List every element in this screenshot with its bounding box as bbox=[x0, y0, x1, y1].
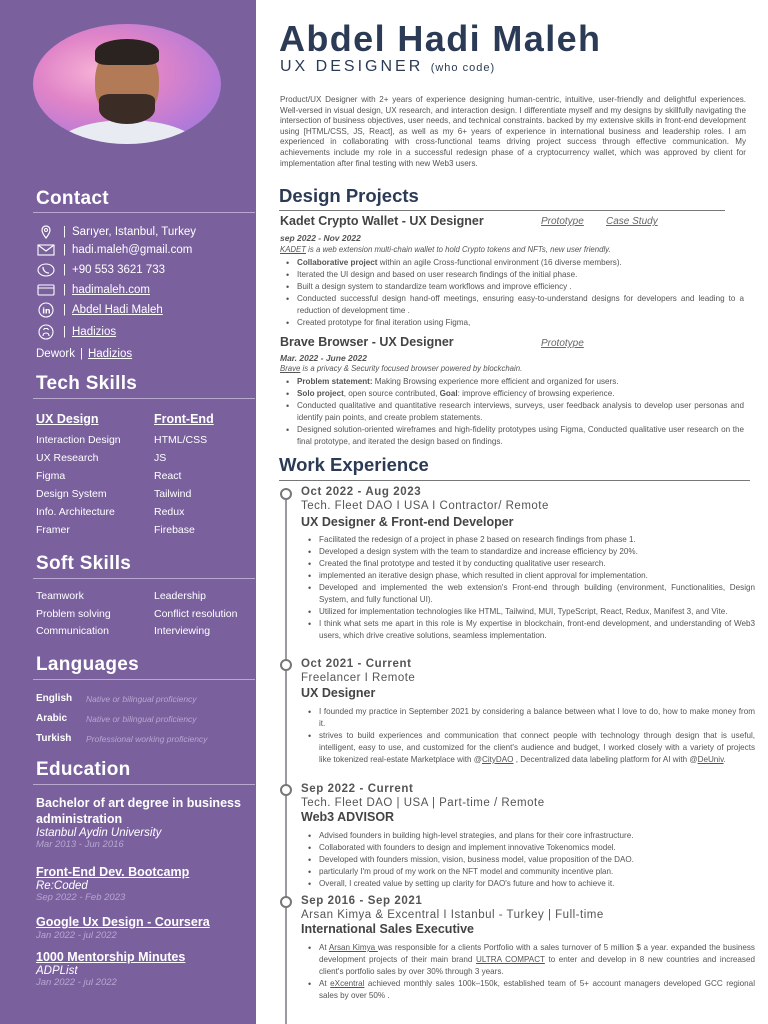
soft-skills-left bbox=[36, 590, 111, 643]
kadet-prototype-link[interactable]: Prototype bbox=[541, 216, 584, 227]
divider bbox=[33, 679, 255, 680]
list-item: • implemented an iterative design phase, which resulted in client approval for implementation. bbox=[319, 570, 755, 582]
timeline-dot bbox=[280, 659, 292, 671]
list-item: • Collaborative project within an agile Cross-functional environment (16 diverse members). bbox=[297, 257, 744, 269]
education-heading: Education bbox=[36, 759, 131, 780]
tech-skills-heading: Tech Skills bbox=[36, 373, 138, 394]
soft-skills-heading: Soft Skills bbox=[36, 553, 132, 574]
soft-skills-right bbox=[154, 590, 237, 643]
design-projects-heading: Design Projects bbox=[279, 185, 419, 206]
project-title: Brave Browser - UX Designer bbox=[280, 335, 454, 349]
divider bbox=[33, 212, 255, 213]
job-role: UX Designer & Front-end Developer bbox=[301, 515, 514, 529]
timeline-dot bbox=[280, 896, 292, 908]
contact-location: | Sarıyer, Istanbul, Turkey bbox=[37, 224, 196, 240]
skill-item: Tailwind bbox=[154, 488, 192, 500]
skill-item: HTML/CSS bbox=[154, 434, 208, 446]
project-dates: Mar. 2022 - June 2022 bbox=[280, 353, 367, 363]
ultra-compact-link[interactable]: ULTRA COMPACT bbox=[476, 955, 545, 964]
contact-website[interactable]: | hadimaleh.com bbox=[37, 282, 150, 298]
skill-item: React bbox=[154, 470, 182, 482]
skill-item: Teamwork bbox=[36, 590, 84, 602]
profile-photo bbox=[33, 24, 221, 144]
contact-email[interactable]: | hadi.maleh@gmail.com bbox=[37, 242, 192, 258]
list-item: • Overall, I created value by setting up clarity for DAO's future and how to achieve it. bbox=[319, 878, 755, 890]
list-item: • Developed a design system with the team to standardize and increase efficiency by 20%. bbox=[319, 546, 755, 558]
linkedin-link[interactable]: Abdel Hadi Maleh bbox=[72, 304, 163, 316]
front-end-heading: Front-End bbox=[154, 412, 214, 426]
phone-icon bbox=[37, 263, 55, 277]
job-company: Arsan Kimya & Excentral I Istanbul - Turkey | Full-time bbox=[301, 909, 604, 921]
project-dates: sep 2022 - Nov 2022 bbox=[280, 233, 361, 243]
list-item: • Advised founders in building high-level strategies, and plans for their core infrastructure. bbox=[319, 830, 755, 842]
frontend-skills-list bbox=[154, 412, 214, 542]
skill-item: Problem solving bbox=[36, 607, 111, 620]
divider bbox=[279, 480, 750, 481]
brave-prototype-link[interactable]: Prototype bbox=[541, 338, 584, 349]
skill-item: Conflict resolution bbox=[154, 607, 238, 620]
list-item: • Designed solution-oriented wireframes and high-fidelity prototypes using Figma, Conducted qualitative user research on the final prototype, and iterated the design based on findings. bbox=[297, 424, 744, 448]
phone-link[interactable]: +90 553 3621 733 bbox=[72, 264, 166, 276]
envelope-icon bbox=[37, 243, 55, 257]
contact-dework[interactable]: Dework | Hadizios bbox=[36, 348, 133, 360]
ux-design-heading: UX Design bbox=[36, 412, 99, 426]
project-bullets bbox=[297, 376, 744, 448]
list-item: • I think what sets me apart in this role is My expertise in blockchain, front-end development, and understanding of Web3 users, which drive creative solutions, seamless implementation. bbox=[319, 618, 755, 642]
timeline-line bbox=[285, 489, 287, 1024]
timeline-dot bbox=[280, 784, 292, 796]
language-row: Turkish Professional working proficiency bbox=[36, 733, 208, 744]
list-item: • particularly I'm proud of my work on the NFT model and community incentive plan. bbox=[319, 866, 755, 878]
profile-summary: Product/UX Designer with 2+ years of experience designing human-centric, intuitive, user-friendly and delightful experiences. Well-versed in visual design, UX research, and interaction design. I differentiate myself and my designs by skillfully navigating the intersection of business objectives, user needs, and technical constraints. backed by my extensive skills in front-end development using [HTML/CSS, JS, React], as well as my 6+ years of experience in international business and leadership roles. I am experienced in collaborating with cross-functional teams driving project success through effective communication. My achievements include my role in a successful redesign phase of a cryptocurrency wallet, which was approved by client for implementation after final testing with new Web3 users. bbox=[280, 95, 746, 168]
list-item: • Built a design system to standardize team workflows and improve efficiency . bbox=[297, 281, 744, 293]
divider bbox=[33, 398, 255, 399]
list-item: • Created the final prototype and tested it by conducting qualitative user research. bbox=[319, 558, 755, 570]
skill-item: Leadership bbox=[154, 590, 206, 602]
education-item: 1000 Mentorship Minutes ADPList Jan 2022 - jul 2022 bbox=[36, 950, 186, 988]
arsan-kimya-link[interactable]: Arsan Kimya bbox=[328, 943, 378, 952]
skill-item: Figma bbox=[36, 470, 66, 482]
website-icon bbox=[37, 283, 55, 297]
job-bullets bbox=[319, 942, 755, 1002]
list-item: • Solo project, open source contributed, Goal: improve efficiency of browsing experience. bbox=[297, 388, 744, 400]
svg-text:in: in bbox=[42, 306, 51, 316]
contact-phone[interactable]: | +90 553 3621 733 bbox=[37, 262, 165, 278]
project-description: KADET is a web extension multi-chain wallet to hold Crypto tokens and NFTs, new user friendly. bbox=[280, 245, 611, 254]
education-item: Google Ux Design - Coursera Jan 2022 - jul 2022 bbox=[36, 915, 210, 941]
location-pin-icon bbox=[37, 225, 55, 239]
skill-item: Framer bbox=[36, 524, 70, 536]
citydao-link[interactable]: CityDAO bbox=[481, 755, 514, 764]
list-item: • Iterated the UI design and based on user research findings of the initial phase. bbox=[297, 269, 744, 281]
list-item: • Created prototype for final iteration using Figma, bbox=[297, 317, 744, 329]
list-item: • Problem statement: Making Browsing experience more efficient and organized for users. bbox=[297, 376, 744, 388]
list-item: • At eXcentral achieved monthly sales 100k–150k, established team of 5+ account managers developed GCC regional sales by over 50% . bbox=[319, 978, 755, 1002]
excentral-link[interactable]: eXcentral bbox=[330, 979, 365, 988]
skill-item: Design System bbox=[36, 488, 107, 500]
list-item: • At Arsan Kimya was responsible for a clients Portfolio with a sales turnover of 5 million $ a year. expanded the business development projects of their main brand ULTRA COMPACT to enter and develop in 8 new countries and increased client's portfolio sales by over 30% through 3 years. bbox=[319, 942, 755, 978]
list-item: • Utilized for implementation technologies like HTML, Tailwind, MUI, TypeScript, React, Redux, Manifest 3, and Vite. bbox=[319, 606, 755, 618]
list-item: • Conducted qualitative and quantitative research interviews, surveys, user feedback analysis to develop user personas and identify pain points, and create problem statements. bbox=[297, 400, 744, 424]
kadet-case-study-link[interactable]: Case Study bbox=[606, 216, 658, 227]
website-link[interactable]: hadimaleh.com bbox=[72, 284, 150, 296]
skill-item: Redux bbox=[154, 506, 185, 518]
person-name: Abdel Hadi Maleh bbox=[279, 18, 602, 59]
skill-item: Communication bbox=[36, 625, 109, 638]
job-dates: Oct 2022 - Aug 2023 bbox=[301, 486, 422, 498]
list-item: • Developed with founders mission, vision, business model, value proposition of the DAO. bbox=[319, 854, 755, 866]
language-row: Arabic Native or bilingual proficiency bbox=[36, 713, 197, 724]
job-role: International Sales Executive bbox=[301, 922, 474, 936]
divider bbox=[33, 578, 255, 579]
github-link[interactable]: Hadizios bbox=[72, 326, 117, 338]
list-item: • Developed and implemented the web extension's Front-end through building (environment, Functionalities, Design System, and fully functional UI). bbox=[319, 582, 755, 606]
job-dates: Oct 2021 - Current bbox=[301, 658, 412, 670]
languages-heading: Languages bbox=[36, 654, 139, 675]
job-bullets bbox=[319, 706, 755, 766]
skill-item: UX Research bbox=[36, 452, 99, 464]
job-role: UX Designer bbox=[301, 686, 376, 700]
project-description: Brave is a privacy & Security focused browser powered by blockchain. bbox=[280, 364, 523, 373]
contact-heading: Contact bbox=[36, 188, 109, 209]
job-dates: Sep 2016 - Sep 2021 bbox=[301, 895, 423, 907]
list-item: • Conducted successful design hand-off meetings, ensuring easy-to-understand designs for developers and leading to a reduction of development time . bbox=[297, 293, 744, 317]
ux-skills-list bbox=[36, 412, 121, 542]
job-dates: Sep 2022 - Current bbox=[301, 783, 414, 795]
sidebar bbox=[0, 0, 256, 1024]
list-item: • Collaborated with founders to design and implement innovative Tokenomics model. bbox=[319, 842, 755, 854]
divider bbox=[33, 784, 255, 785]
education-item: Front-End Dev. Bootcamp Re:Coded Sep 2022 - Feb 2023 bbox=[36, 865, 190, 903]
brave-link[interactable]: Brave bbox=[280, 364, 301, 373]
contact-linkedin[interactable]: in | Abdel Hadi Maleh bbox=[37, 302, 163, 318]
job-bullets bbox=[319, 830, 755, 890]
work-experience-heading: Work Experience bbox=[279, 454, 429, 475]
job-company: Freelancer I Remote bbox=[301, 672, 416, 684]
list-item: • I founded my practice in September 2021 by considering a balance between what I love to do, how to make money from it. bbox=[319, 706, 755, 730]
skill-item: Firebase bbox=[154, 524, 195, 536]
project-title: Kadet Crypto Wallet - UX Designer bbox=[280, 214, 484, 228]
list-item: • Facilitated the redesign of a project in phase 2 based on research findings from phase 1. bbox=[319, 534, 755, 546]
job-role: Web3 ADVISOR bbox=[301, 810, 395, 824]
contact-location-text: Sarıyer, Istanbul, Turkey bbox=[72, 226, 197, 238]
github-icon bbox=[37, 325, 55, 339]
dework-link[interactable]: Hadizios bbox=[87, 348, 133, 360]
timeline-dot bbox=[280, 488, 292, 500]
deuniv-link[interactable]: DeUniv bbox=[697, 755, 724, 764]
job-bullets bbox=[319, 534, 755, 642]
job-company: Tech. Fleet DAO | USA | Part-time / Remote bbox=[301, 797, 545, 809]
project-bullets bbox=[297, 257, 744, 329]
kadet-link[interactable]: KADET bbox=[280, 245, 306, 254]
education-item: Bachelor of art degree in business administration Istanbul Aydin University Mar 2013 - Jun 2016 bbox=[36, 796, 241, 850]
linkedin-icon bbox=[37, 303, 55, 317]
divider bbox=[279, 210, 725, 211]
email-link[interactable]: hadi.maleh@gmail.com bbox=[72, 244, 193, 256]
list-item: • strives to build experiences and communication that connect people with technology through design that is useful, intelligent, easy to use, and customized for the client's audience and budget, I worked closely with a variety of projects like tokenized real-estate Marketplace with @CityDAO , Decentralized data labeling platform for AI with @DeUniv. bbox=[319, 730, 755, 766]
skill-item: Interviewing bbox=[154, 625, 211, 638]
language-row: English Native or bilingual proficiency bbox=[36, 693, 197, 704]
job-company: Tech. Fleet DAO I USA I Contractor/ Remote bbox=[301, 500, 549, 512]
contact-github[interactable]: | Hadizios bbox=[37, 324, 116, 340]
skill-item: JS bbox=[154, 452, 167, 464]
job-title: UX DESIGNER (who code) bbox=[280, 58, 496, 75]
skill-item: Info. Architecture bbox=[36, 506, 115, 518]
skill-item: Interaction Design bbox=[36, 434, 121, 446]
